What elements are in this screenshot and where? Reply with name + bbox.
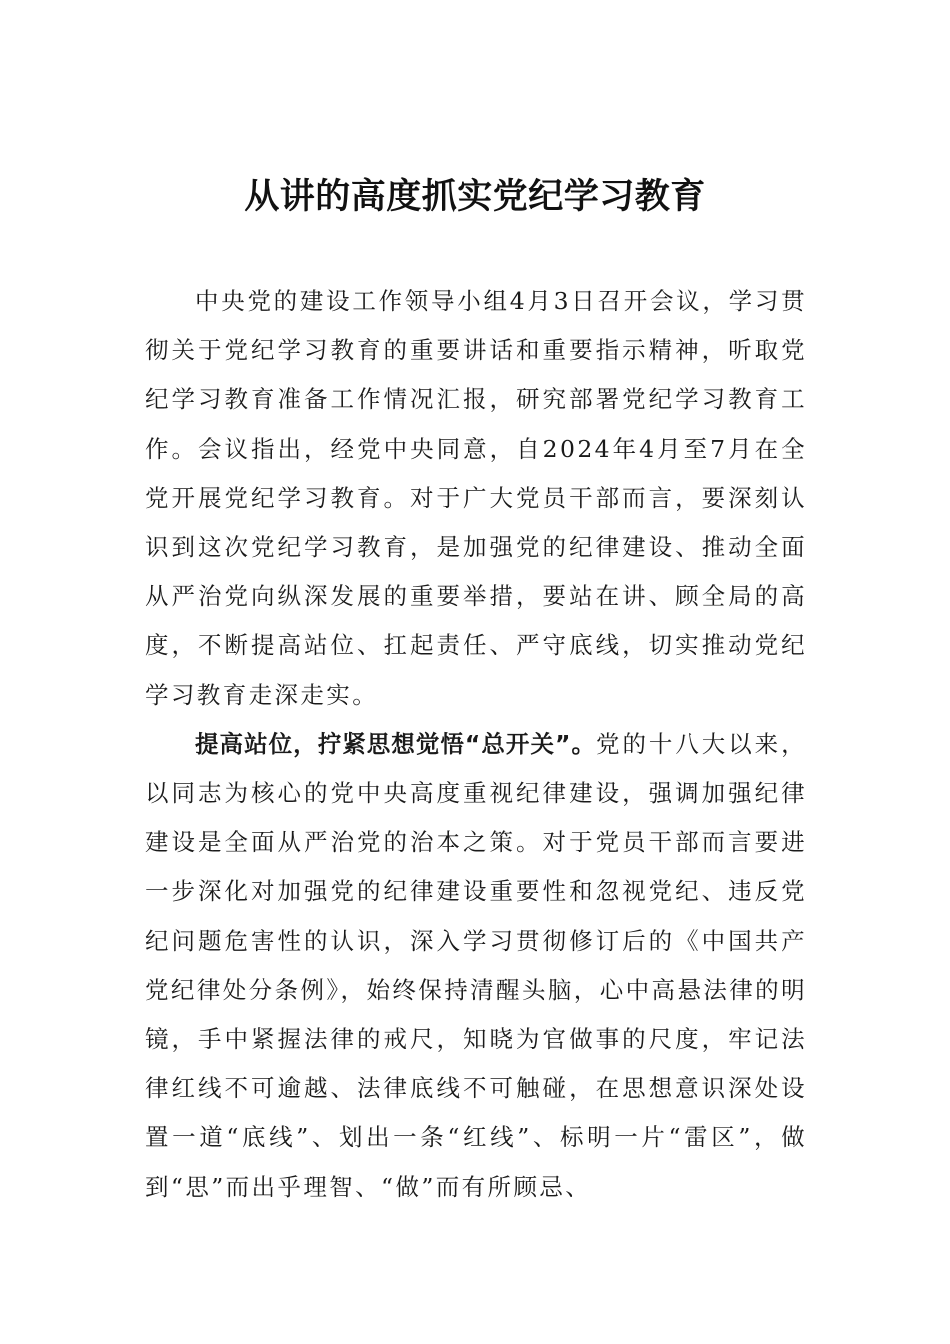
document-body xyxy=(145,277,807,1212)
section-heading: 提高站位，拧紧思想觉悟“总开关”。 xyxy=(195,729,597,758)
paragraph-text: 中央党的建设工作领导小组4月3日召开会议，学习贯彻关于党纪学习教育的重要讲话和重要指示精神，听取党纪学习教育准备工作情况汇报，研究部署党纪学习教育工作。会议指出，经党中央同意，自2024年4月至7月在全党开展党纪学习教育。对于广大党员干部而言，要深刻认识到这次党纪学习教育，是加强党的纪律建设、推动全面从严治党向纵深发展的重要举措，要站在讲、顾全局的高度，不断提高站位、扛起责任、严守底线，切实推动党纪学习教育走深走实。 xyxy=(145,287,807,709)
paragraph-intro xyxy=(145,277,807,720)
paragraph-section-1 xyxy=(145,720,807,1212)
document-title: 从讲的高度抓实党纪学习教育 xyxy=(244,176,706,217)
paragraph-text: 党的十八大以来，以同志为核心的党中央高度重视纪律建设，强调加强纪律建设是全面从严治党的治本之策。对于党员干部而言要进一步深化对加强党的纪律建设重要性和忽视党纪、违反党纪问题危害性的认识，深入学习贯彻修订后的《中国共产党纪律处分条例》，始终保持清醒头脑，心中高悬法律的明镜，手中紧握法律的戒尺，知晓为官做事的尺度，牢记法律红线不可逾越、法律底线不可触碰，在思想意识深处设置一道“底线”、划出一条“红线”、标明一片“雷区”，做到“思”而出乎理智、“做”而有所顾忌、 xyxy=(145,729,807,1201)
